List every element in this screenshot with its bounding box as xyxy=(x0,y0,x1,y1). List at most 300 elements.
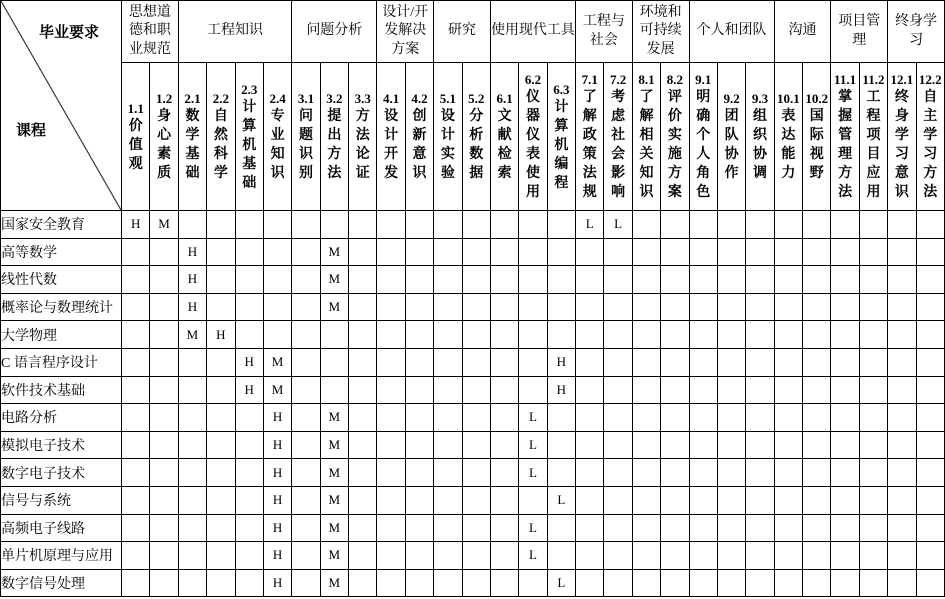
indicator-number: 6.1 xyxy=(496,91,513,106)
mark-cell: H xyxy=(263,542,291,570)
mark-cell xyxy=(661,211,689,239)
mark-cell xyxy=(746,459,774,487)
mark-cell xyxy=(292,238,320,266)
mark-cell xyxy=(689,542,717,570)
mark-cell xyxy=(831,514,859,542)
mark-cell xyxy=(774,542,802,570)
mark-cell: H xyxy=(547,348,575,376)
mark-cell xyxy=(632,238,660,266)
mark-cell xyxy=(434,348,462,376)
mark-cell: M xyxy=(320,569,348,597)
mark-cell xyxy=(434,404,462,432)
mark-cell xyxy=(150,431,178,459)
indicator-number: 5.2 xyxy=(468,91,485,106)
mark-cell: M xyxy=(320,293,348,321)
mark-cell xyxy=(831,459,859,487)
mark-cell xyxy=(888,321,916,349)
mark-cell xyxy=(292,348,320,376)
course-name-cell: 数字信号处理 xyxy=(1,569,122,597)
mark-cell xyxy=(235,211,263,239)
course-name-cell: 软件技术基础 xyxy=(1,376,122,404)
mark-cell xyxy=(803,321,831,349)
mark-cell xyxy=(490,293,518,321)
mark-cell xyxy=(717,459,745,487)
indicator-header-cell xyxy=(746,63,774,211)
course-row xyxy=(1,486,945,514)
mark-cell xyxy=(377,486,405,514)
course-row xyxy=(1,238,945,266)
mark-cell xyxy=(462,348,490,376)
mark-cell xyxy=(178,542,206,570)
mark-cell xyxy=(405,321,433,349)
mark-cell xyxy=(150,514,178,542)
mark-cell xyxy=(746,569,774,597)
mark-cell xyxy=(490,404,518,432)
mark-cell xyxy=(888,569,916,597)
mark-cell xyxy=(859,321,887,349)
mark-cell xyxy=(349,431,377,459)
mark-cell xyxy=(661,376,689,404)
mark-cell xyxy=(462,266,490,294)
mark-cell: M xyxy=(320,542,348,570)
mark-cell xyxy=(150,486,178,514)
group-header-cell: 个人和团队 xyxy=(689,1,774,63)
mark-cell xyxy=(803,542,831,570)
mark-cell xyxy=(916,486,945,514)
mark-cell xyxy=(490,569,518,597)
mark-cell xyxy=(405,514,433,542)
mark-cell: M xyxy=(320,514,348,542)
course-name-cell: 大学物理 xyxy=(1,321,122,349)
mark-cell xyxy=(632,376,660,404)
mark-cell xyxy=(831,569,859,597)
mark-cell xyxy=(122,431,150,459)
mark-cell xyxy=(490,514,518,542)
mark-cell xyxy=(547,514,575,542)
mark-cell xyxy=(859,266,887,294)
mark-cell xyxy=(405,238,433,266)
mark-cell xyxy=(235,404,263,432)
mark-cell xyxy=(405,266,433,294)
mark-cell xyxy=(292,459,320,487)
mark-cell xyxy=(434,293,462,321)
mark-cell xyxy=(604,321,632,349)
mark-cell xyxy=(150,376,178,404)
course-row xyxy=(1,211,945,239)
mark-cell xyxy=(831,266,859,294)
mark-cell: M xyxy=(320,404,348,432)
mark-cell xyxy=(859,514,887,542)
course-row xyxy=(1,514,945,542)
mark-cell xyxy=(661,293,689,321)
mark-cell xyxy=(632,486,660,514)
indicator-number: 9.1 xyxy=(695,72,712,87)
indicator-number: 2.4 xyxy=(269,91,286,106)
mark-cell: M xyxy=(320,238,348,266)
requirement-group-row xyxy=(1,1,945,63)
course-row xyxy=(1,376,945,404)
mark-cell xyxy=(377,569,405,597)
course-row xyxy=(1,459,945,487)
course-row xyxy=(1,348,945,376)
mark-cell xyxy=(122,514,150,542)
mark-cell xyxy=(178,486,206,514)
mark-cell xyxy=(519,238,547,266)
mark-cell xyxy=(235,266,263,294)
mark-cell xyxy=(150,569,178,597)
mark-cell xyxy=(831,293,859,321)
mark-cell xyxy=(774,431,802,459)
mark-cell xyxy=(576,266,604,294)
course-row xyxy=(1,569,945,597)
mark-cell xyxy=(803,404,831,432)
mark-cell xyxy=(916,569,945,597)
mark-cell xyxy=(859,293,887,321)
mark-cell xyxy=(122,459,150,487)
indicator-header-cell xyxy=(547,63,575,211)
mark-cell xyxy=(349,293,377,321)
mark-cell xyxy=(207,293,235,321)
mark-cell xyxy=(547,542,575,570)
mark-cell xyxy=(689,431,717,459)
mark-cell xyxy=(604,542,632,570)
indicator-number: 3.2 xyxy=(326,91,343,106)
mark-cell xyxy=(150,293,178,321)
indicator-label: 终身学习意识 xyxy=(894,90,909,200)
indicator-label: 身心素质 xyxy=(157,109,172,181)
mark-cell xyxy=(434,211,462,239)
mark-cell xyxy=(292,569,320,597)
mark-cell xyxy=(490,459,518,487)
indicator-label: 团队协作 xyxy=(724,109,739,181)
group-header-cell: 思想道德和职业规范 xyxy=(122,1,179,63)
mark-cell xyxy=(292,321,320,349)
mark-cell xyxy=(576,431,604,459)
indicator-number: 1.2 xyxy=(155,91,173,106)
mark-cell xyxy=(831,348,859,376)
mark-cell xyxy=(661,542,689,570)
mark-cell xyxy=(689,569,717,597)
mark-cell xyxy=(349,569,377,597)
mark-cell xyxy=(462,404,490,432)
mark-cell xyxy=(519,321,547,349)
mark-cell xyxy=(746,542,774,570)
indicator-header-cell xyxy=(462,63,490,211)
mark-cell xyxy=(122,542,150,570)
mark-cell xyxy=(888,293,916,321)
indicator-header-cell xyxy=(916,63,945,211)
mark-cell xyxy=(462,431,490,459)
indicator-label: 组织协调 xyxy=(752,109,767,181)
mark-cell xyxy=(859,348,887,376)
indicator-number: 6.3 xyxy=(553,81,570,97)
mark-cell xyxy=(803,348,831,376)
mark-cell xyxy=(916,431,945,459)
indicator-number: 11.1 xyxy=(834,72,857,87)
mark-cell xyxy=(576,238,604,266)
mark-cell xyxy=(803,514,831,542)
mark-cell xyxy=(292,293,320,321)
indicator-header-cell xyxy=(377,63,405,211)
mark-cell: L xyxy=(519,459,547,487)
mark-cell xyxy=(717,348,745,376)
mark-cell xyxy=(689,459,717,487)
mark-cell xyxy=(916,404,945,432)
mark-cell xyxy=(831,211,859,239)
group-header-cell: 沟通 xyxy=(774,1,831,63)
mark-cell xyxy=(888,348,916,376)
group-header-cell: 工程知识 xyxy=(178,1,292,63)
mark-cell xyxy=(632,459,660,487)
indicator-label: 分析数据 xyxy=(469,109,484,181)
mark-cell xyxy=(888,376,916,404)
mark-cell xyxy=(349,542,377,570)
indicator-header-cell xyxy=(604,63,632,211)
mark-cell xyxy=(320,376,348,404)
mark-cell xyxy=(434,431,462,459)
mark-cell xyxy=(207,431,235,459)
mark-cell xyxy=(661,266,689,294)
mark-cell xyxy=(632,321,660,349)
mark-cell: H xyxy=(263,431,291,459)
group-header-cell: 项目管理 xyxy=(831,1,888,63)
indicator-header-cell xyxy=(405,63,433,211)
mark-cell xyxy=(122,486,150,514)
mark-cell xyxy=(434,569,462,597)
indicator-header-cell xyxy=(122,63,150,211)
mark-cell xyxy=(349,238,377,266)
mark-cell xyxy=(774,376,802,404)
mark-cell xyxy=(774,348,802,376)
mark-cell xyxy=(831,238,859,266)
indicator-header-cell xyxy=(859,63,887,211)
mark-cell xyxy=(235,321,263,349)
mark-cell xyxy=(377,321,405,349)
mark-cell xyxy=(604,459,632,487)
mark-cell xyxy=(377,266,405,294)
indicator-label: 创新意识 xyxy=(412,109,427,181)
mark-cell xyxy=(888,431,916,459)
indicator-header-cell xyxy=(774,63,802,211)
indicator-header-cell xyxy=(519,63,547,211)
mark-cell xyxy=(122,266,150,294)
indicator-label: 价值观 xyxy=(128,118,143,172)
mark-cell xyxy=(774,293,802,321)
mark-cell xyxy=(831,542,859,570)
course-name-cell: 高频电子线路 xyxy=(1,514,122,542)
mark-cell xyxy=(263,321,291,349)
mark-cell xyxy=(320,348,348,376)
indicator-label: 掌握管理方法 xyxy=(838,90,853,200)
mark-cell xyxy=(717,514,745,542)
mark-cell xyxy=(405,348,433,376)
indicator-label: 自然科学 xyxy=(213,109,228,181)
mark-cell xyxy=(774,321,802,349)
mark-cell: L xyxy=(519,514,547,542)
course-name-cell: C 语言程序设计 xyxy=(1,348,122,376)
mark-cell xyxy=(888,266,916,294)
mark-cell xyxy=(661,321,689,349)
indicator-label: 国际视野 xyxy=(809,109,824,181)
indicator-header-cell xyxy=(490,63,518,211)
mark-cell xyxy=(661,404,689,432)
mark-cell xyxy=(519,376,547,404)
mark-cell xyxy=(576,542,604,570)
indicator-label: 仪器仪表使用 xyxy=(525,90,540,200)
mark-cell xyxy=(405,542,433,570)
mark-cell xyxy=(150,542,178,570)
mark-cell xyxy=(462,376,490,404)
mark-cell xyxy=(207,211,235,239)
mark-cell xyxy=(122,376,150,404)
mark-cell xyxy=(405,569,433,597)
mark-cell xyxy=(746,211,774,239)
mark-cell: L xyxy=(604,211,632,239)
mark-cell: H xyxy=(235,348,263,376)
course-name-cell: 信号与系统 xyxy=(1,486,122,514)
mark-cell xyxy=(377,431,405,459)
mark-cell xyxy=(604,376,632,404)
indicator-number: 8.2 xyxy=(666,72,683,87)
mark-cell xyxy=(661,569,689,597)
indicator-label: 了解相关知识 xyxy=(639,90,654,200)
mark-cell xyxy=(207,348,235,376)
mark-cell xyxy=(661,238,689,266)
indicator-header-cell xyxy=(349,63,377,211)
mark-cell xyxy=(576,293,604,321)
mark-cell xyxy=(888,211,916,239)
mark-cell xyxy=(263,238,291,266)
mark-cell: L xyxy=(576,211,604,239)
mark-cell xyxy=(434,486,462,514)
mark-cell xyxy=(405,459,433,487)
mark-cell xyxy=(462,321,490,349)
mark-cell xyxy=(263,211,291,239)
mark-cell xyxy=(150,238,178,266)
mark-cell: M xyxy=(263,376,291,404)
mark-cell xyxy=(604,238,632,266)
indicator-label: 工程项目应用 xyxy=(866,90,881,200)
mark-cell xyxy=(377,459,405,487)
mark-cell xyxy=(746,404,774,432)
mark-cell xyxy=(462,569,490,597)
mark-cell xyxy=(803,431,831,459)
mark-cell xyxy=(292,211,320,239)
indicator-label: 方法论证 xyxy=(355,109,370,181)
mark-cell xyxy=(292,376,320,404)
mark-cell xyxy=(178,376,206,404)
mark-cell xyxy=(746,293,774,321)
mark-cell xyxy=(859,459,887,487)
mark-cell xyxy=(349,459,377,487)
mark-cell xyxy=(547,404,575,432)
indicator-row xyxy=(1,63,945,211)
mark-cell xyxy=(150,404,178,432)
mark-cell xyxy=(150,266,178,294)
mark-cell xyxy=(632,266,660,294)
mark-cell xyxy=(320,321,348,349)
mark-cell xyxy=(519,211,547,239)
mark-cell xyxy=(519,266,547,294)
course-name-cell: 模拟电子技术 xyxy=(1,431,122,459)
mark-cell xyxy=(803,266,831,294)
mark-cell xyxy=(632,431,660,459)
mark-cell xyxy=(178,514,206,542)
mark-cell xyxy=(292,431,320,459)
mark-cell xyxy=(150,321,178,349)
mark-cell xyxy=(434,514,462,542)
mark-cell: M xyxy=(320,486,348,514)
mark-cell xyxy=(207,376,235,404)
course-row xyxy=(1,321,945,349)
indicator-number: 7.2 xyxy=(609,72,627,87)
indicator-label: 自主学习方法 xyxy=(923,90,938,200)
mark-cell: H xyxy=(547,376,575,404)
mark-cell xyxy=(207,486,235,514)
corner-cell xyxy=(1,1,122,211)
mark-cell: H xyxy=(235,376,263,404)
mark-cell xyxy=(604,293,632,321)
indicator-label: 表达能力 xyxy=(781,109,796,181)
mark-cell xyxy=(405,486,433,514)
mark-cell xyxy=(235,514,263,542)
mark-cell xyxy=(717,321,745,349)
mark-cell xyxy=(916,211,945,239)
mark-cell: H xyxy=(263,569,291,597)
course-name-cell: 单片机原理与应用 xyxy=(1,542,122,570)
mark-cell xyxy=(746,431,774,459)
mark-cell xyxy=(859,238,887,266)
mark-cell xyxy=(604,404,632,432)
mark-cell xyxy=(632,293,660,321)
course-row xyxy=(1,404,945,432)
mark-cell xyxy=(717,238,745,266)
mark-cell xyxy=(292,266,320,294)
mark-cell xyxy=(888,404,916,432)
mark-cell xyxy=(576,348,604,376)
mark-cell xyxy=(377,211,405,239)
mark-cell: L xyxy=(519,542,547,570)
corner-label-courses: 课程 xyxy=(16,123,47,139)
mark-cell xyxy=(916,293,945,321)
mark-cell xyxy=(207,238,235,266)
indicator-number: 7.1 xyxy=(581,72,598,87)
indicator-number: 2.3 xyxy=(241,81,258,97)
mark-cell xyxy=(632,569,660,597)
mark-cell xyxy=(746,514,774,542)
mark-cell xyxy=(859,486,887,514)
mark-cell xyxy=(859,431,887,459)
indicator-label: 考虑社会影响 xyxy=(611,90,626,200)
mark-cell xyxy=(434,238,462,266)
mark-cell xyxy=(377,238,405,266)
indicator-number: 3.1 xyxy=(297,91,315,106)
mark-cell xyxy=(774,211,802,239)
mark-cell xyxy=(235,569,263,597)
mark-cell xyxy=(178,348,206,376)
mark-cell xyxy=(859,211,887,239)
mark-cell xyxy=(888,514,916,542)
mark-cell xyxy=(689,514,717,542)
mark-cell xyxy=(405,431,433,459)
mark-cell: M xyxy=(320,431,348,459)
mark-cell xyxy=(207,266,235,294)
mark-cell xyxy=(405,376,433,404)
mark-cell xyxy=(547,211,575,239)
mark-cell xyxy=(859,404,887,432)
mark-cell xyxy=(462,211,490,239)
indicator-number: 12.2 xyxy=(918,72,942,87)
